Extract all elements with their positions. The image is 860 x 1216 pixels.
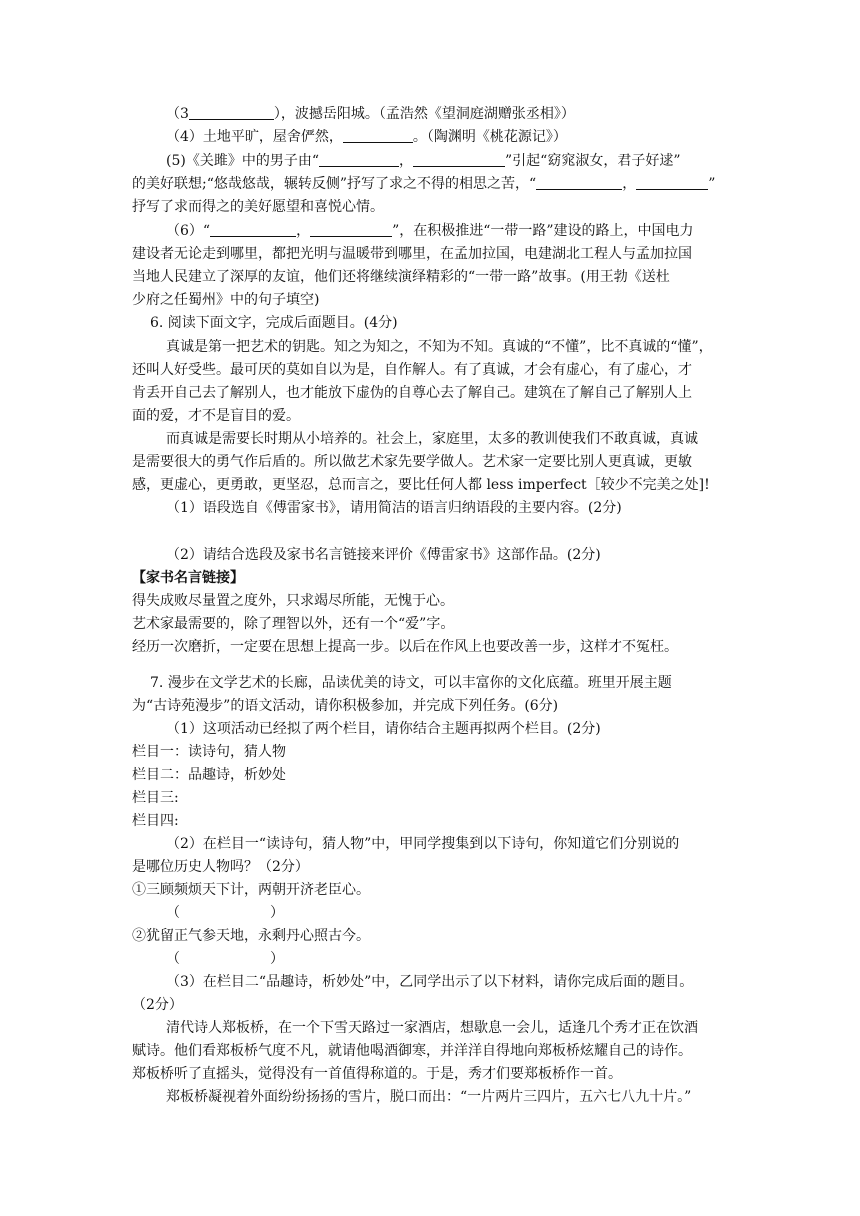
- q7-intro-line1: 7. 漫步在文学艺术的长廊，品读优美的诗文，可以丰富你的文化底蕴。班里开展主题: [150, 675, 672, 691]
- fill-blank[interactable]: [310, 220, 392, 237]
- q6-title: 6. 阅读下面文字，完成后面题目。(4分): [150, 315, 398, 331]
- q5-item-6-line1: （6）“ ， ”，在积极推进“一带一路”建设的路上，中国电力: [166, 220, 694, 243]
- q7-sub2-line1: （2）在栏目一“读诗句，猜人物”中，甲同学搜集到以下诗句，你知道它们分别说的: [166, 836, 680, 852]
- q7-story-line: 清代诗人郑板桥，在一个下雪天路过一家酒店，想歇息一会儿，适逢几个秀才正在饮酒: [166, 1020, 698, 1036]
- q6-p2-line3: 感，更虚心，更勇敢，更坚忍，总而言之，要比任何人都 less imperfect［较少不完美之处]!: [132, 477, 710, 493]
- q7-story-line: 郑板桥凝视着外面纷纷扬扬的雪片，脱口而出：“一片两片三四片，五六七八九十片。”: [166, 1089, 692, 1105]
- q6-sub1: （1）语段选自《傅雷家书》，请用简洁的语言归纳语段的主要内容。(2分): [166, 500, 622, 516]
- q5-item-4: （4）土地平旷，屋舍俨然， 。（陶渊明《桃花源记》）: [166, 126, 567, 149]
- q7-sub2-line2: 是哪位历史人物吗？（2分）: [132, 859, 309, 875]
- fill-blank[interactable]: [413, 150, 505, 167]
- q7-story-line: 赋诗。他们看郑板桥气度不凡，就请他喝酒御寒，并洋洋自得地向郑板桥炫耀自己的诗作。: [132, 1043, 692, 1059]
- fill-blank[interactable]: [343, 126, 413, 143]
- q6-quote: 经历一次磨折，一定要在思想上提高一步。以后在作风上也要改善一步，这样才不冤枉。: [132, 639, 678, 655]
- fill-blank[interactable]: [189, 103, 274, 120]
- q7-sub3-line1: （3）在栏目二“品趣诗，析妙处”中，乙同学出示了以下材料，请你完成后面的题目。: [166, 974, 694, 990]
- q5-item-5-line3: 抒写了求而得之的美好愿望和喜悦心情。: [132, 199, 384, 215]
- q7-column: 栏目一：读诗句，猜人物: [132, 744, 286, 760]
- answer-paren[interactable]: （ ）: [166, 905, 284, 921]
- fill-blank[interactable]: [210, 220, 296, 237]
- q5-item-5-line2: 的美好联想;“悠哉悠哉，辗转反侧”抒写了求之不得的相思之苦，“ ， ”: [132, 173, 715, 196]
- fill-blank[interactable]: [636, 173, 708, 190]
- fill-blank[interactable]: [536, 173, 622, 190]
- q7-column: 栏目四:: [132, 813, 179, 829]
- answer-paren[interactable]: （ ）: [166, 951, 284, 967]
- q7-poem: ②犹留正气参天地，永剩丹心照古今。: [132, 928, 370, 944]
- q5-item-5-line1: (5)《关雎》中的男子由“ ， ”引起“窈窕淑女，君子好逑”: [166, 150, 680, 173]
- q5-item-6-line4: 少府之任蜀州》中的句子填空): [132, 292, 320, 308]
- q6-p2-line2: 是需要很大的勇气作后盾的。所以做艺术家先要学做人。艺术家一定要比别人更真诚，更敏: [132, 454, 692, 470]
- q6-sub2: （2）请结合选段及家书名言链接来评价《傅雷家书》这部作品。(2分): [166, 547, 601, 563]
- q6-p2-line1: 而真诚是需要长时期从小培养的。社会上，家庭里，太多的教训使我们不敢真诚，真诚: [166, 431, 698, 447]
- q7-column: 栏目二：品趣诗，析妙处: [132, 767, 286, 783]
- q5-item-6-line3: 当地人民建立了深厚的友谊，他们还将继续演绎精彩的“一带一路”故事。(用王勃《送杜: [132, 269, 670, 285]
- q7-poem: ①三顾频烦天下计，两朝开济老臣心。: [132, 882, 370, 898]
- q6-quote: 艺术家最需要的，除了理智以外，还有一个“爱”字。: [132, 616, 455, 632]
- q6-p1-line1: 真诚是第一把艺术的钥匙。知之为知之，不知为不知。真诚的“不懂”，比不真诚的“懂”，: [166, 339, 713, 355]
- q7-column: 栏目三:: [132, 790, 179, 806]
- fill-blank[interactable]: [319, 150, 399, 167]
- q6-p1-line4: 面的爱，才不是盲目的爱。: [132, 408, 300, 424]
- q7-story-line: 郑板桥听了直摇头，觉得没有一首值得称道的。于是，秀才们要郑板桥作一首。: [132, 1066, 622, 1082]
- q7-sub1: （1）这项活动已经拟了两个栏目，请你结合主题再拟两个栏目。(2分): [166, 721, 601, 737]
- q6-quote: 得失成败尽量置之度外，只求竭尽所能，无愧于心。: [132, 593, 454, 609]
- q7-sub3-line2: （2分）: [132, 997, 183, 1013]
- q5-item-3: （3 ），波撼岳阳城。（孟浩然《望洞庭湖赠张丞相》）: [166, 103, 575, 126]
- q5-item-6-line2: 建设者无论走到哪里，都把光明与温暖带到哪里，在孟加拉国，电建湖北工程人与孟加拉国: [132, 246, 692, 262]
- q6-p1-line3: 肯丢开自己去了解别人，也才能放下虚伪的自尊心去了解自己。建筑在了解自己了解别人上: [132, 385, 692, 401]
- q6-link-title: 【家书名言链接】: [132, 570, 244, 586]
- q7-intro-line2: 为“古诗苑漫步”的语文活动，请你积极参加，并完成下列任务。(6分): [132, 698, 559, 714]
- q6-p1-line2: 还叫人好受些。最可厌的莫如自以为是，自作解人。有了真诚，才会有虚心，有了虚心，才: [132, 362, 692, 378]
